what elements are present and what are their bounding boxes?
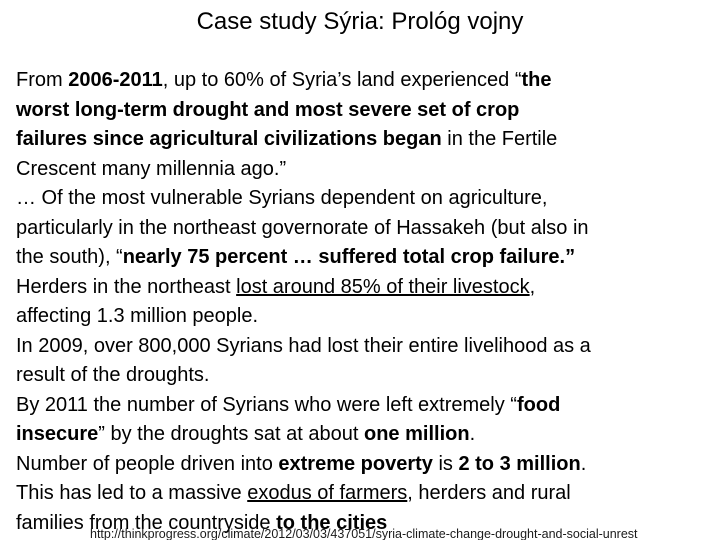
- text-run: This has led to a massive: [16, 482, 248, 504]
- paragraph-drought-intro: [16, 66, 716, 184]
- text-line: [16, 184, 716, 214]
- emphasis-text: extreme poverty: [278, 452, 433, 475]
- text-run: affecting 1.3 million people.: [16, 305, 259, 327]
- emphasis-text: food: [516, 393, 561, 416]
- text-run: From: [16, 69, 69, 91]
- text-run: Crescent many millennia ago.”: [16, 157, 287, 180]
- text-run: ,: [529, 275, 536, 298]
- slide-title: Case study Sýria: Prológ vojny: [196, 8, 524, 35]
- paragraph-herders: [16, 273, 716, 332]
- text-run: … Of the most vulnerable Syrians dependent on agriculture,: [16, 187, 548, 209]
- text-run: is: [432, 452, 459, 475]
- text-run: result of the droughts.: [16, 364, 210, 386]
- text-run: families from the countryside: [16, 511, 277, 534]
- text-line: [16, 214, 716, 244]
- text-run: particularly in the northeast governorate of Hassakeh (but also in: [16, 216, 589, 239]
- source-url[interactable]: http://thinkprogress.org/climate/2012/03/03/437051/syria-climate-change-drought-and-social-unrest: [90, 527, 638, 540]
- paragraph-food-insecure: [16, 391, 716, 450]
- emphasis-text: insecure: [16, 423, 99, 445]
- text-run: In 2009, over 800,000 Syrians had lost their entire livelihood as a: [16, 334, 591, 357]
- emphasis-text: to the cities: [276, 511, 388, 534]
- text-line: [16, 273, 716, 303]
- text-line: [16, 125, 716, 155]
- text-line: [16, 450, 716, 480]
- text-run: the south), “: [16, 246, 123, 268]
- text-run: By 2011 the number of Syrians who were left extremely “: [16, 393, 517, 416]
- underlined-text: exodus of farmers: [247, 482, 408, 504]
- paragraph-livelihood: [16, 332, 716, 391]
- emphasis-text: the: [521, 69, 552, 91]
- text-run: , herders and rural: [407, 482, 571, 504]
- text-line: [16, 302, 716, 332]
- emphasis-text: nearly 75 percent … suffered total crop failure.”: [122, 246, 576, 268]
- text-run: Number of people driven into: [16, 452, 279, 475]
- text-run: .: [580, 452, 587, 475]
- emphasis-text: one million: [364, 423, 470, 445]
- underlined-text: lost around 85% of their livestock: [236, 275, 530, 298]
- text-line: [16, 479, 716, 509]
- emphasis-text: failures since agricultural civilizations began: [16, 128, 442, 150]
- text-run: in the Fertile: [441, 128, 558, 150]
- text-line: [16, 332, 716, 362]
- text-line: [16, 66, 716, 96]
- text-line: [16, 96, 716, 126]
- emphasis-text: 2 to 3 million: [458, 452, 581, 475]
- text-line: [16, 420, 716, 450]
- text-line: [16, 243, 716, 273]
- emphasis-text: worst long-term drought and most severe set of crop: [16, 98, 520, 121]
- emphasis-text: 2006-2011: [68, 69, 163, 91]
- text-line: [16, 155, 716, 185]
- paragraph-vulnerable-syrians: [16, 184, 716, 273]
- text-line: [16, 361, 716, 391]
- text-run: , up to 60% of Syria’s land experienced “: [162, 69, 522, 91]
- paragraph-extreme-poverty: [16, 450, 716, 480]
- text-run: Herders in the northeast: [16, 275, 237, 298]
- text-run: .: [469, 423, 476, 445]
- slide-body: [16, 66, 716, 538]
- text-run: ” by the droughts sat at about: [98, 423, 364, 445]
- text-line: [16, 391, 716, 421]
